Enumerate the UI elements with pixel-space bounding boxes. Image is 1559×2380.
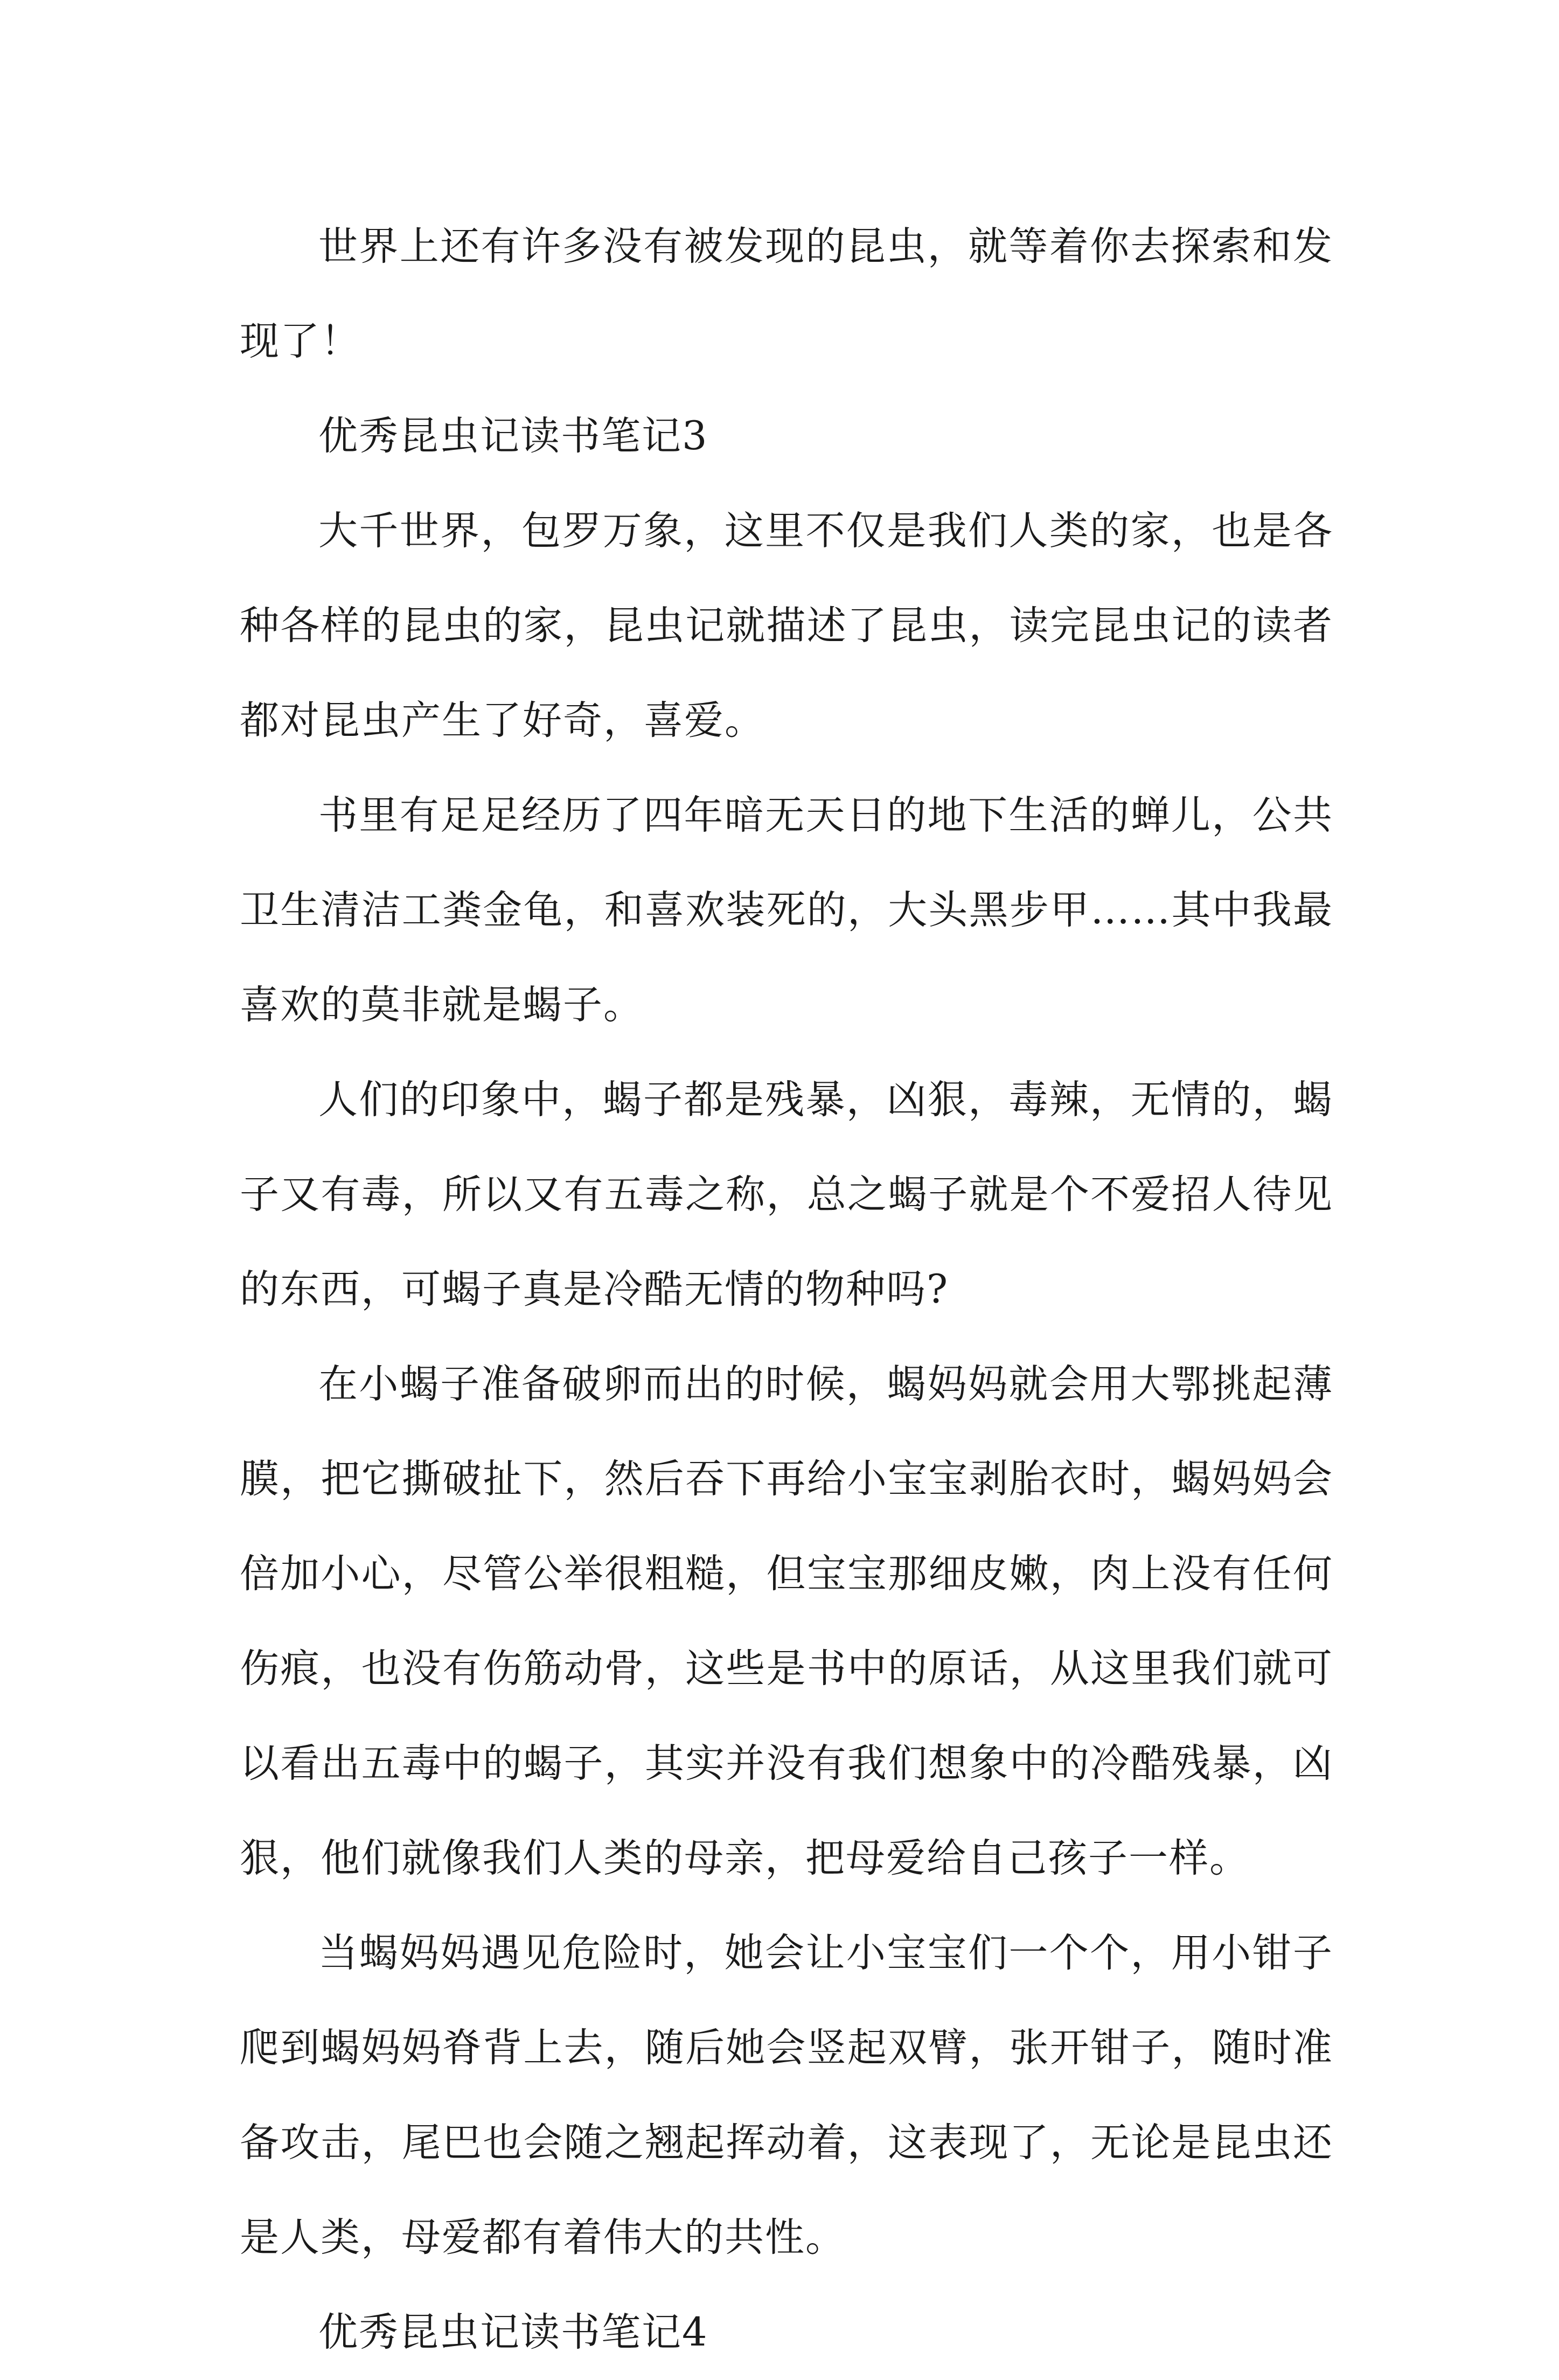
section-heading-3: 优秀昆虫记读书笔记3 [318,413,708,459]
paragraph-hatching: 在小蝎子准备破卵而出的时候，蝎妈妈就会用大鄂挑起薄膜，把它撕破扯下，然后吞下再给小宝宝剥胎衣时，蝎妈妈会倍加小心，尽管公举很粗糙，但宝宝那细皮嫩，肉上没有任何伤痕，也没有伤筋动骨，这些是书中的原话，从这里我们就可以看出五毒中的蝎子，其实并没有我们想象中的冷酷残暴，凶狠，他们就像我们人类的母亲，把母爱给自己孩子一样。 [240,1361,1333,1881]
paragraph-insects: 书里有足足经历了四年暗无天日的地下生活的蝉儿，公共卫生清洁工粪金龟，和喜欢装死的，大头黑步甲……其中我最喜欢的莫非就是蝎子。 [240,792,1333,1028]
paragraph-intro: 大千世界，包罗万象，这里不仅是我们人类的家，也是各种各样的昆虫的家，昆虫记就描述了昆虫，读完昆虫记的读者都对昆虫产生了好奇，喜爱。 [240,508,1333,743]
paragraph-conclusion: 世界上还有许多没有被发现的昆虫，就等着你去探索和发现了！ [240,224,1333,364]
paragraph-impression: 人们的印象中，蝎子都是残暴，凶狠，毒辣，无情的，蝎子又有毒，所以又有五毒之称，总之蝎子就是个不爱招人待见的东西，可蝎子真是冷酷无情的物种吗? [240,1077,1333,1312]
document-body [240,199,1333,2380]
paragraph-danger: 当蝎妈妈遇见危险时，她会让小宝宝们一个个，用小钳子爬到蝎妈妈脊背上去，随后她会竖起双臂，张开钳子，随时准备攻击，尾巴也会随之翘起挥动着，这表现了，无论是昆虫还是人类，母爱都有着伟大的共性。 [240,1930,1333,2260]
section-heading-4: 优秀昆虫记读书笔记4 [318,2309,708,2355]
